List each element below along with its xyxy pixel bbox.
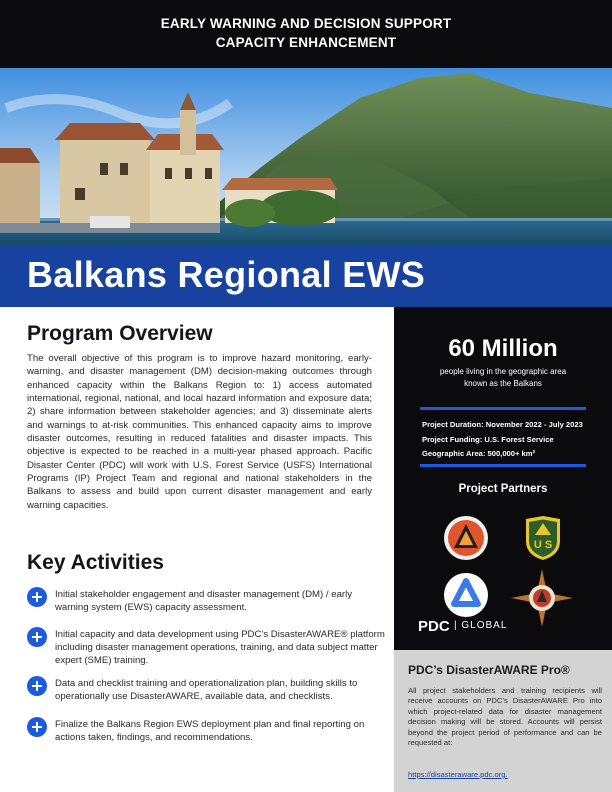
activity-item xyxy=(27,627,385,675)
plus-circle-icon xyxy=(27,717,47,737)
pdc-wordmark: PDC xyxy=(418,618,450,635)
fact-duration: Project Duration: November 2022 - July 2023 xyxy=(422,420,583,429)
pdc-global-wordmark: | GLOBAL xyxy=(454,620,508,631)
activity-item xyxy=(27,717,382,757)
overview-heading: Program Overview xyxy=(27,322,213,345)
plus-circle-icon xyxy=(27,627,47,647)
promo-body: All project stakeholders and training recipients will receive accounts on PDC’s DisasterAWARE Pro into which project-related data for disaster management decision making will be stored. Accounts will persist beyond the project period of performance and can be requested at: xyxy=(408,686,602,748)
activity-text: Data and checklist training and operationalization plan, building skills to operationally use DisasterAWARE, available data, and checklists. xyxy=(55,678,358,703)
compass-star-emblem-icon xyxy=(511,569,573,627)
plus-circle-icon xyxy=(27,587,47,607)
divider xyxy=(420,407,586,410)
fact-area: Geographic Area: 500,000+ km² xyxy=(422,449,536,459)
population-caption: people living in the geographic area known as the Balkans xyxy=(439,367,567,388)
main-column xyxy=(0,307,394,792)
forest-service-shield-icon xyxy=(522,515,564,561)
divider xyxy=(420,464,586,467)
project-facts xyxy=(422,418,583,462)
partners-heading: Project Partners xyxy=(458,483,548,495)
hero-photo xyxy=(0,68,612,245)
usfs-letters: U S xyxy=(533,539,553,551)
header-line-2: CAPACITY ENHANCEMENT xyxy=(215,35,397,50)
activity-item xyxy=(27,676,382,716)
disasteraware-link[interactable]: https://disasteraware.pdc.org. xyxy=(408,770,508,779)
pdc-logo-icon xyxy=(443,572,489,618)
fire-agency-emblem-icon xyxy=(443,515,489,561)
overview-body: The overall objective of this program is to improve hazard monitoring, early-warning, and disaster management (DM) decision-making outcomes through enhanced capacity within the Balkans Region to: 1) access automated international, regional, national, and local hazard information and exposure data; 2) share information between stakeholder agencies; and 3) disseminate alerts and warnings to at-risk communities. This enhanced capacity aims to improve disaster outcomes, resulting in reduced fatalities and disaster impacts. This objective is expected to be reached in a multi-year phased approach. Pacific Disaster Center (PDC) will work with U.S. Forest Service (USFS) International Programs (IP) Project Team and regional and national stakeholders in the Balkans to assess and build upon current disaster management and early warning capacities. xyxy=(27,353,372,511)
disasteraware-promo xyxy=(394,650,612,792)
fact-funding: Project Funding: U.S. Forest Service xyxy=(422,434,554,444)
activity-text: Finalize the Balkans Region EWS deployment plan and final reporting on actions taken, findings, and recommendations. xyxy=(55,719,365,744)
population-stat: 60 Million xyxy=(448,335,558,362)
page-header xyxy=(0,0,612,68)
activity-text: Initial capacity and data development using PDC’s DisasterAWARE® platform including disaster management operations, training, and data subject matter expert (SME) training. xyxy=(55,629,385,667)
sidebar-panel xyxy=(394,307,612,650)
activity-text: Initial stakeholder engagement and disaster management (DM) / early warning system (EWS) capacity assessment. xyxy=(55,589,353,614)
title-banner xyxy=(0,245,612,307)
promo-heading: PDC’s DisasterAWARE Pro® xyxy=(408,663,570,677)
page-title: Balkans Regional EWS xyxy=(27,254,426,295)
activities-heading: Key Activities xyxy=(27,551,164,574)
header-line-1: EARLY WARNING AND DECISION SUPPORT xyxy=(160,16,452,31)
activity-item xyxy=(27,587,382,627)
pdc-global-text: GLOBAL xyxy=(461,620,508,631)
coastal-town-photo xyxy=(0,68,612,245)
plus-circle-icon xyxy=(27,676,47,696)
